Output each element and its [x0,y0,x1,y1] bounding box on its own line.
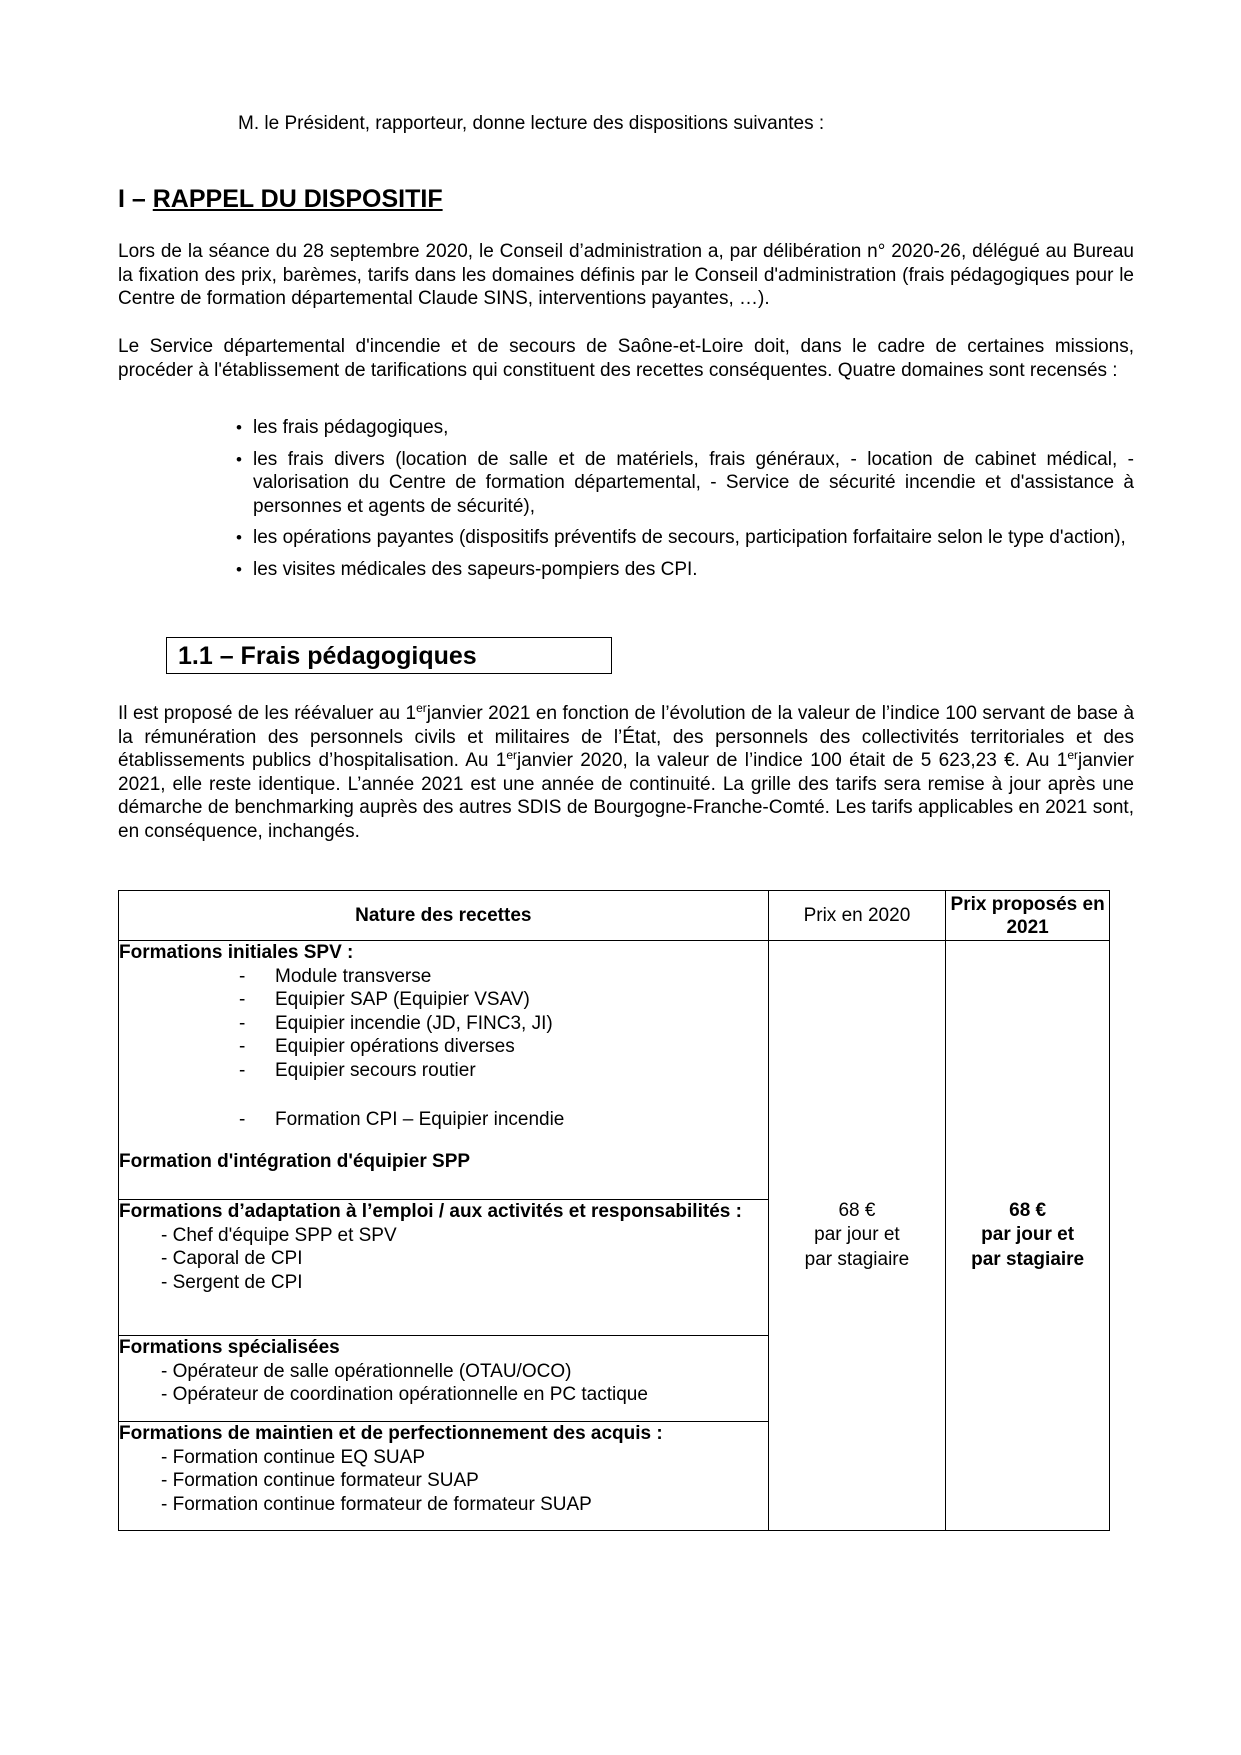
table-row [119,941,1110,1200]
list-item: • les frais pédagogiques, [236,416,1134,440]
paragraph-1-text: Lors de la séance du 28 septembre 2020, le Conseil d’administration a, par délibération n° 2020-26, délégué au Bureau la fixation des prix, barèmes, tarifs dans les domaines définis par le Conseil d'administration (frais pédagogiques pour le Centre de formation départemental Claude SINS, interventions payantes, …). [118,241,1134,309]
item-label: Module transverse [275,965,432,987]
price-amount: 68 € [1009,1199,1047,1221]
dash: - [239,1036,246,1057]
list-item: - Formation continue formateur SUAP [161,1470,479,1491]
ordinal-sup: er [506,748,518,762]
group-title: Formations de maintien et de perfectionnement des acquis : [119,1423,663,1444]
ordinal-sup: er [416,701,427,715]
group-title: Formations initiales SPV : [119,942,354,963]
paragraph-3 [118,702,1134,843]
paragraph-3-text [118,702,1134,843]
list-item [119,1035,768,1059]
dash: - [239,965,246,987]
price-unit: par stagiaire [971,1248,1085,1270]
list-item: - Caporal de CPI [161,1248,303,1269]
ordinal-sup: er [1067,748,1078,762]
header-nature: Nature des recettes [119,891,769,941]
dash: - [239,989,246,1010]
list-item [119,988,768,1012]
list-item: • les frais divers (location de salle et de matériels, frais généraux, - location de cabinet médical, - valorisation du Centre de formation départemental, - Service de sécurité incendie et d'assistance à personnes et agents de sécurité), [236,448,1134,519]
domains-list [236,416,1134,589]
price-unit: par jour et [814,1224,900,1246]
item-label: Equipier secours routier [275,1059,476,1081]
paragraph-2-text: Le Service départemental d'incendie et de secours de Saône-et-Loire doit, dans le cadre de certaines missions, procéder à l'établissement de tarifications qui constituent des recettes conséquentes. Quatre domaines sont recensés : [118,336,1134,381]
section-title: RAPPEL DU DISPOSITIF [152,185,443,213]
header-price-2020: Prix en 2020 [768,891,946,941]
group-adaptation [119,1200,769,1336]
item-label: Equipier SAP (Equipier VSAV) [275,989,530,1010]
price-2021-cell [946,941,1110,1531]
list-item [119,1108,768,1132]
group-maintien [119,1422,769,1531]
list-item [119,965,768,989]
table-header-row [119,891,1110,941]
dash: - [239,1059,246,1081]
list-item: - Chef d'équipe SPP et SPV [161,1224,397,1246]
subsection-title: 1.1 – Frais pédagogiques [178,642,477,670]
item-label: Equipier incendie (JD, FINC3, JI) [275,1012,553,1034]
price-2020-cell [768,941,946,1531]
group-initial-spv [119,941,769,1200]
section-heading [118,185,443,214]
list-item: - Sergent de CPI [161,1271,303,1293]
paragraph-1 [118,240,1134,311]
dash: - [239,1012,246,1034]
list-item [119,1059,768,1083]
item-label: Formation CPI – Equipier incendie [275,1109,565,1130]
list-item: • les visites médicales des sapeurs-pompiers des CPI. [236,558,1134,582]
group-title: Formations d’adaptation à l’emploi / aux activités et responsabilités : [119,1201,742,1222]
p3-part-c: janvier 2020, la valeur de l’indice 100 était de 5 623,23 €. Au 1 [517,750,1068,771]
header-price-2021: Prix proposés en 2021 [946,891,1110,941]
subsection-box [166,637,612,674]
list-item: - Opérateur de salle opérationnelle (OTAU/OCO) [161,1360,572,1382]
list-item: - Formation continue EQ SUAP [161,1446,425,1468]
price-unit: par stagiaire [804,1248,910,1270]
intro-text: M. le Président, rapporteur, donne lecture des dispositions suivantes : [238,113,825,134]
list-item [119,1012,768,1036]
tariff-table [118,890,1110,1531]
list-item: - Opérateur de coordination opérationnelle en PC tactique [161,1384,648,1405]
group-specialisees [119,1336,769,1422]
p3-part-b: janvier 2021 en fonction de l’évolution de la valeur de l’indice 100 servant de base à la rémunération des personnels civils et militaires de l’État, des personnels des collectivités territoriales et des établissements publics d’hospitalisation. Au 1 [118,703,1135,771]
price-amount: 68 € [838,1199,876,1221]
p3-part-d: janvier 2021, elle reste identique. L’année 2021 est une année de continuité. La grille des tarifs sera remise à jour après une démarche de benchmarking auprès des autres SDIS de Bourgogne-Franche-Comté. Les tarifs applicables en 2021 sont, en conséquence, inchangés. [118,750,1134,842]
item-label: Equipier opérations diverses [275,1036,515,1057]
list-item: - Formation continue formateur de formateur SUAP [161,1493,592,1515]
p3-part-a: Il est proposé de les réévaluer au 1 [118,703,417,724]
section-prefix: I – [118,185,153,213]
group-title-spp: Formation d'intégration d'équipier SPP [119,1150,471,1172]
price-unit: par jour et [981,1224,1075,1246]
dash: - [239,1109,246,1130]
paragraph-2 [118,335,1134,382]
group-title: Formations spécialisées [119,1337,340,1358]
list-item: • les opérations payantes (dispositifs préventifs de secours, participation forfaitaire selon le type d'action), [236,526,1134,550]
